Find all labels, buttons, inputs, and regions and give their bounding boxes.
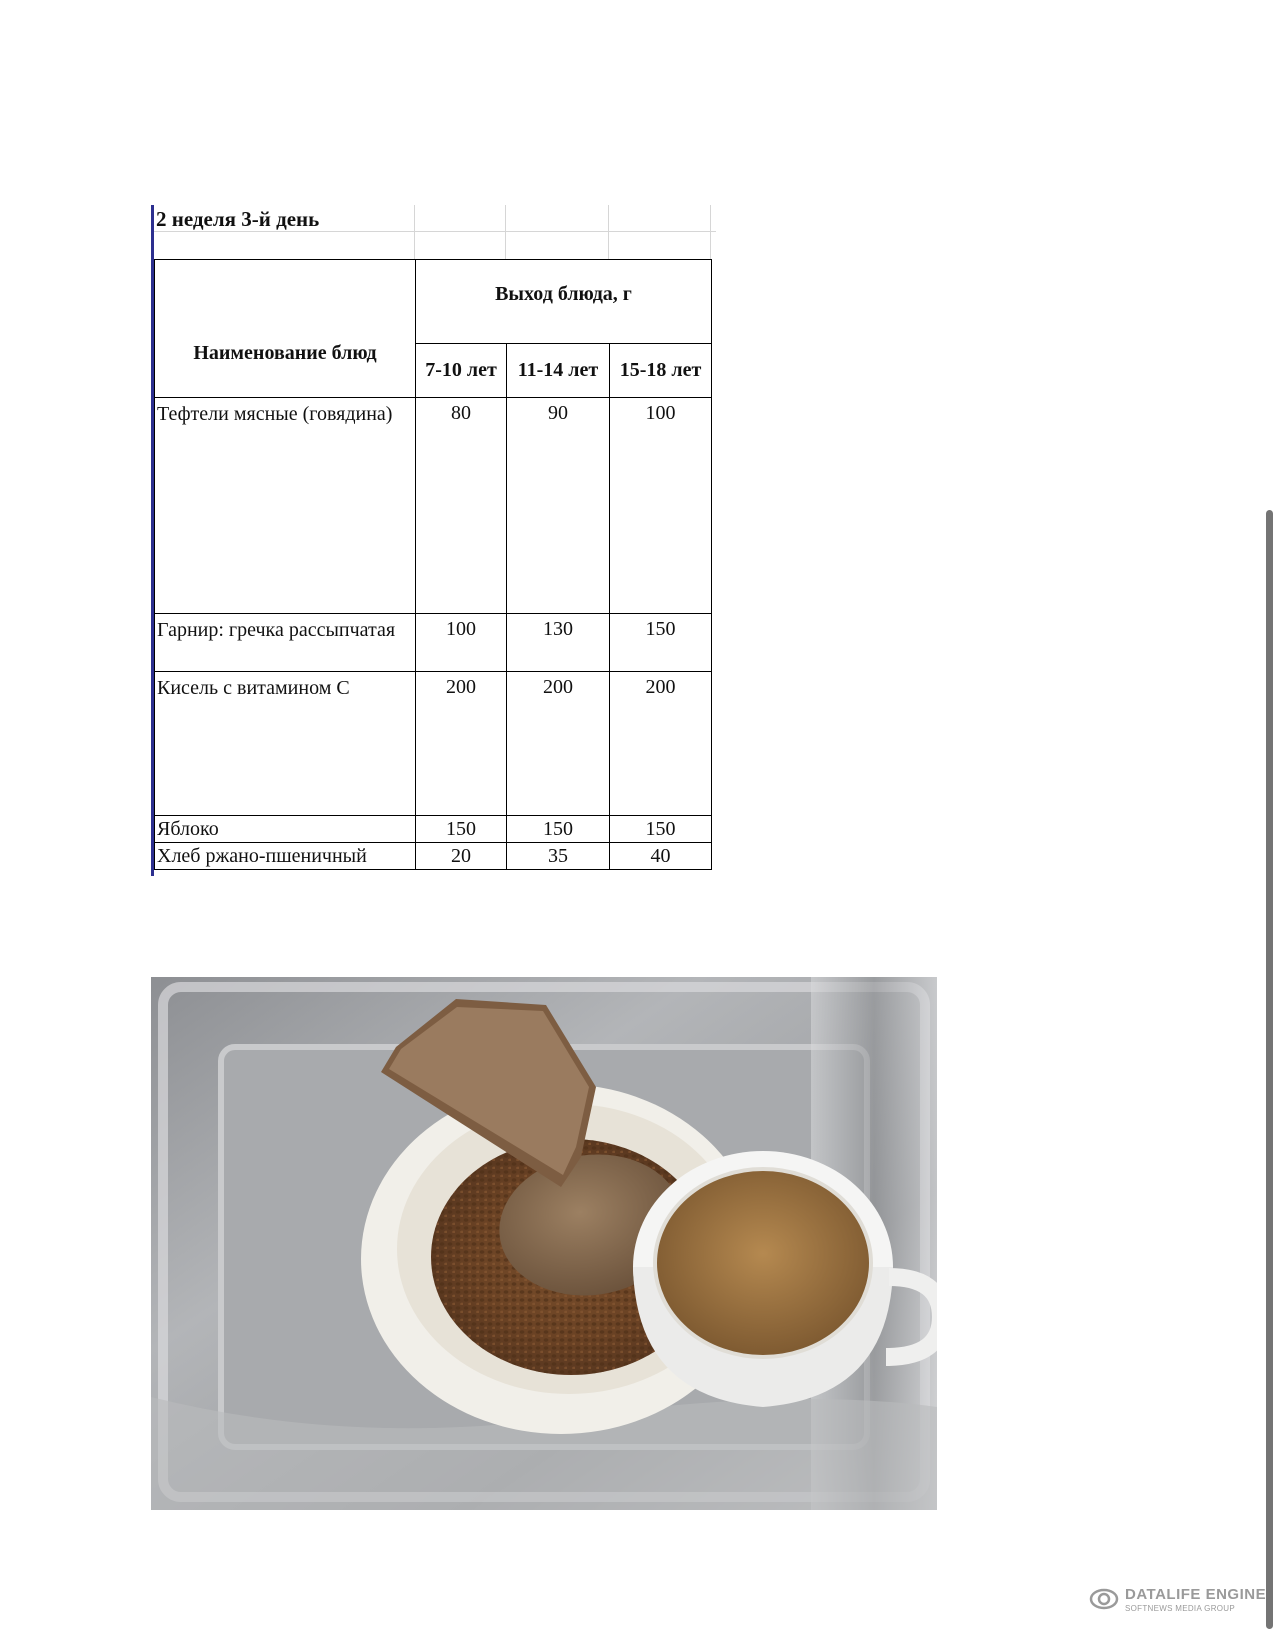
sheet-gridline bbox=[710, 205, 711, 259]
table-row bbox=[155, 672, 712, 816]
yield-value: 130 bbox=[507, 614, 610, 672]
yield-value: 200 bbox=[416, 672, 507, 816]
yield-value: 40 bbox=[610, 843, 712, 870]
yield-value: 150 bbox=[507, 816, 610, 843]
yield-header: Выход блюда, г bbox=[416, 260, 712, 344]
meal-photo bbox=[151, 977, 937, 1510]
dish-name: Гарнир: гречка рассыпчатая bbox=[155, 614, 416, 672]
age-group-header: 7-10 лет bbox=[416, 344, 507, 398]
eye-logo-icon bbox=[1089, 1584, 1119, 1614]
week-day-title: 2 неделя 3-й день bbox=[156, 207, 320, 231]
yield-value: 150 bbox=[610, 614, 712, 672]
sheet-gridline bbox=[608, 205, 609, 259]
table-row bbox=[155, 843, 712, 870]
watermark-brand: DATALIFE ENGINE bbox=[1125, 1586, 1267, 1603]
dish-name: Яблоко bbox=[155, 816, 416, 843]
yield-value: 20 bbox=[416, 843, 507, 870]
menu-table bbox=[154, 259, 712, 870]
datalife-engine-watermark bbox=[1089, 1584, 1267, 1618]
sheet-gridline bbox=[414, 205, 415, 259]
dish-name-header: Наименование блюд bbox=[155, 260, 416, 398]
yield-value: 150 bbox=[416, 816, 507, 843]
age-group-header: 15-18 лет bbox=[610, 344, 712, 398]
yield-value: 150 bbox=[610, 816, 712, 843]
yield-value: 90 bbox=[507, 398, 610, 614]
yield-value: 35 bbox=[507, 843, 610, 870]
dish-name: Кисель с витамином С bbox=[155, 672, 416, 816]
table-row bbox=[155, 398, 712, 614]
scrollbar-thumb[interactable] bbox=[1266, 510, 1273, 1629]
dish-name: Хлеб ржано-пшеничный bbox=[155, 843, 416, 870]
dish-name: Тефтели мясные (говядина) bbox=[155, 398, 416, 614]
table-header-row bbox=[155, 260, 712, 344]
yield-value: 100 bbox=[416, 614, 507, 672]
age-group-header: 11-14 лет bbox=[507, 344, 610, 398]
sheet-gridline bbox=[505, 205, 506, 259]
watermark-sub: SOFTNEWS MEDIA GROUP bbox=[1125, 1604, 1236, 1613]
yield-value: 80 bbox=[416, 398, 507, 614]
yield-value: 100 bbox=[610, 398, 712, 614]
yield-value: 200 bbox=[610, 672, 712, 816]
menu-sheet bbox=[151, 205, 716, 876]
page-scrollbar[interactable] bbox=[1262, 0, 1276, 1629]
table-row bbox=[155, 614, 712, 672]
table-row bbox=[155, 816, 712, 843]
meal-photo-illustration bbox=[151, 977, 937, 1510]
yield-value: 200 bbox=[507, 672, 610, 816]
